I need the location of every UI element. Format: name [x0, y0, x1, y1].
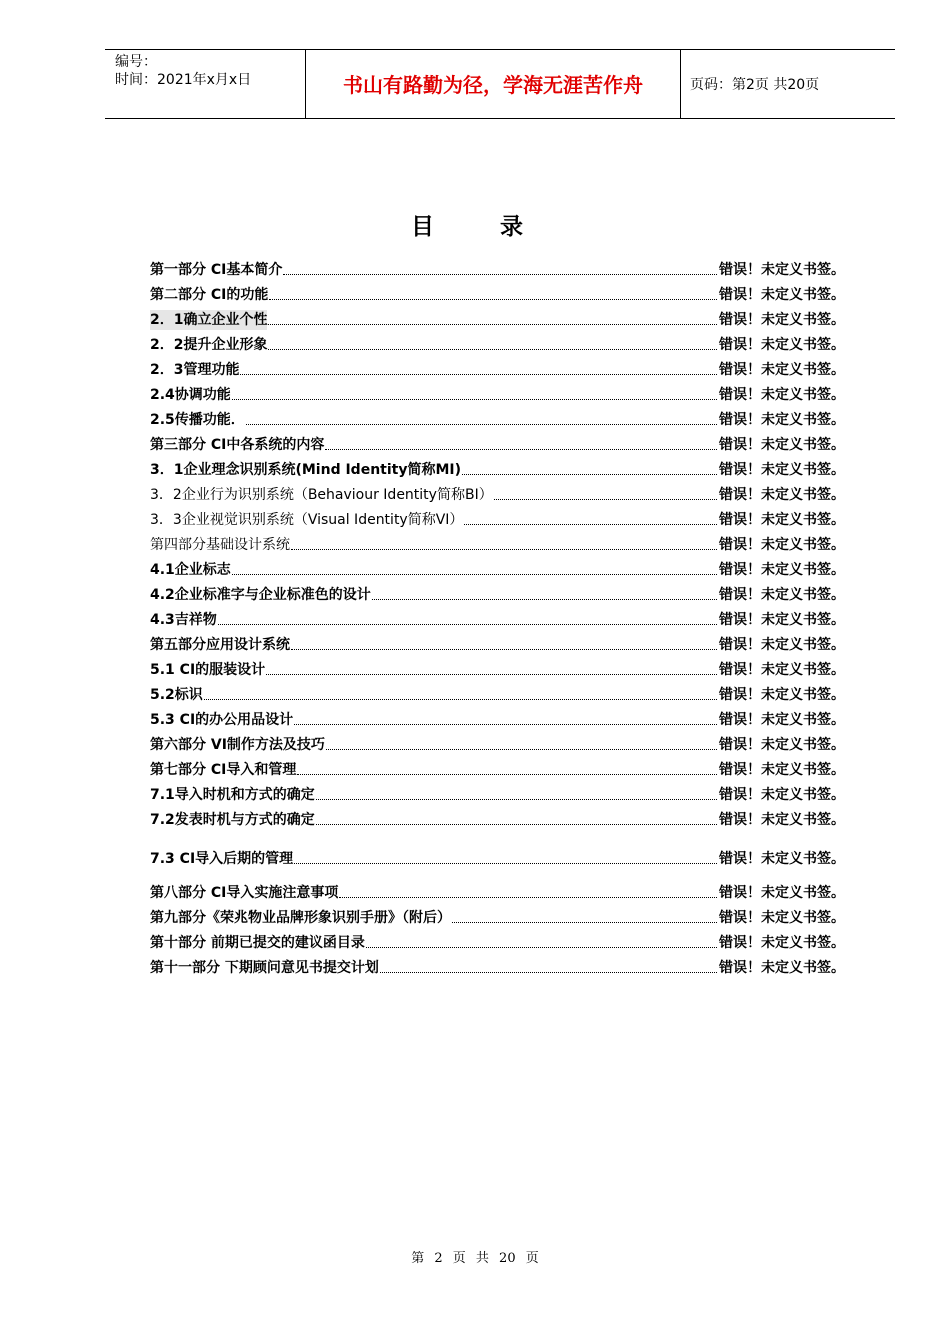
toc-title: 目录 [411, 214, 589, 240]
toc-entry-page: 错误！未定义书签。 [719, 462, 845, 478]
toc-entry-page: 错误！未定义书签。 [719, 787, 845, 803]
toc-entry[interactable] [150, 881, 845, 903]
toc-entry-page: 错误！未定义书签。 [719, 387, 845, 403]
toc-leader-dots [268, 324, 717, 325]
toc-leader-dots [325, 449, 717, 450]
toc-leader-dots [326, 749, 717, 750]
header-motto-cell [305, 50, 681, 118]
toc-entry[interactable] [150, 433, 845, 455]
toc-entry-page: 错误！未定义书签。 [719, 637, 845, 653]
toc-entry-page: 错误！未定义书签。 [719, 412, 845, 428]
toc-entry-label: 2．2提升企业形象 [150, 337, 268, 353]
toc-entry-label: 第十部分 前期已提交的建议函目录 [150, 935, 365, 951]
toc-entry-page: 错误！未定义书签。 [719, 562, 845, 578]
toc-leader-dots [266, 674, 717, 675]
toc-entry-page: 错误！未定义书签。 [719, 851, 845, 867]
toc-entry[interactable] [150, 906, 845, 928]
toc-leader-dots [452, 922, 717, 923]
toc-entry-label: 第四部分基础设计系统 [150, 537, 290, 553]
toc-entry-label: 5.3 CI的办公用品设计 [150, 712, 294, 728]
toc-entry-page: 错误！未定义书签。 [719, 812, 845, 828]
toc-leader-dots [294, 863, 717, 864]
toc-leader-dots [494, 499, 717, 500]
toc-entry-label: 5.2标识 [150, 687, 203, 703]
toc-entry-page: 错误！未定义书签。 [719, 587, 845, 603]
toc-entry-label: 5.1 CI的服装设计 [150, 662, 266, 678]
toc-entry[interactable] [150, 683, 845, 705]
toc-entry-label: 第三部分 CI中各系统的内容 [150, 437, 325, 453]
toc-entry-page: 错误！未定义书签。 [719, 262, 845, 278]
header-page-cell [680, 50, 895, 118]
toc-leader-dots [283, 274, 717, 275]
toc-entry-page: 错误！未定义书签。 [719, 960, 845, 976]
toc-leader-dots [240, 374, 717, 375]
toc-leader-dots [232, 399, 717, 400]
toc-entry[interactable] [150, 483, 845, 505]
toc-entry-label: 2.5传播功能． [150, 412, 245, 428]
toc-entry-label: 第七部分 CI导入和管理 [150, 762, 297, 778]
toc-entry-page: 错误！未定义书签。 [719, 935, 845, 951]
toc-entry-page: 错误！未定义书签。 [719, 437, 845, 453]
toc-entry-page: 错误！未定义书签。 [719, 287, 845, 303]
toc-leader-dots [372, 599, 717, 600]
toc-entry-page: 错误！未定义书签。 [719, 487, 845, 503]
toc-leader-dots [462, 474, 717, 475]
toc-entry[interactable] [150, 758, 845, 780]
toc-entry[interactable] [150, 608, 845, 630]
toc-leader-dots [291, 549, 717, 550]
toc-entry-page: 错误！未定义书签。 [719, 737, 845, 753]
toc-entry-label: 第五部分应用设计系统 [150, 637, 290, 653]
toc-leader-dots [246, 424, 717, 425]
toc-leader-dots [268, 349, 717, 350]
toc-entry[interactable] [150, 658, 845, 680]
toc-leader-dots [232, 574, 717, 575]
toc-entry-page: 错误！未定义书签。 [719, 910, 845, 926]
toc-entry[interactable] [150, 383, 845, 405]
toc-entry-label: 3．1企业理念识别系统(Mind Identity简称MI) [150, 462, 462, 478]
toc-entry[interactable] [150, 258, 845, 280]
page-header [105, 49, 895, 119]
toc-leader-dots [339, 897, 717, 898]
toc-entry-label: 第六部分 VI制作方法及技巧 [150, 737, 325, 753]
toc-entry-page: 错误！未定义书签。 [719, 712, 845, 728]
toc-leader-dots [464, 524, 717, 525]
toc-entry-label: 7.3 CI导入后期的管理 [150, 851, 294, 867]
document-number-label: 编号： [115, 54, 157, 70]
toc-entry[interactable] [150, 333, 845, 355]
toc-entry-label: 2．3管理功能 [150, 362, 240, 378]
toc-entry[interactable] [150, 847, 845, 869]
page-footer: 第 2 页 共 20 页 [411, 1251, 539, 1266]
toc-entry[interactable] [150, 931, 845, 953]
toc-entry-label: 2．1确立企业个性 [150, 312, 268, 328]
toc-entry-label: 4.2企业标准字与企业标准色的设计 [150, 587, 371, 603]
toc-entry-page: 错误！未定义书签。 [719, 612, 845, 628]
toc-leader-dots [297, 774, 717, 775]
toc-entry-label: 3．2企业行为识别系统（Behaviour Identity简称BI） [150, 487, 493, 503]
toc-entry[interactable] [150, 708, 845, 730]
toc-entry-page: 错误！未定义书签。 [719, 885, 845, 901]
toc-entry-page: 错误！未定义书签。 [719, 762, 845, 778]
toc-entry[interactable] [150, 733, 845, 755]
toc-entry[interactable] [150, 308, 845, 330]
toc-entry-page: 错误！未定义书签。 [719, 337, 845, 353]
toc-leader-dots [366, 947, 717, 948]
toc-entry-label: 第十一部分 下期顾问意见书提交计划 [150, 960, 379, 976]
toc-entry[interactable] [150, 783, 845, 805]
toc-entry-label: 4.3吉祥物 [150, 612, 217, 628]
toc-entry-label: 第八部分 CI导入实施注意事项 [150, 885, 339, 901]
toc-entry[interactable] [150, 633, 845, 655]
toc-entry-page: 错误！未定义书签。 [719, 362, 845, 378]
toc-leader-dots [204, 699, 717, 700]
toc-leader-dots [316, 824, 717, 825]
toc-leader-dots [316, 799, 717, 800]
header-info-cell [105, 50, 305, 118]
toc-entry[interactable] [150, 808, 845, 830]
toc-entry-page: 错误！未定义书签。 [719, 662, 845, 678]
toc-entry[interactable] [150, 458, 845, 480]
toc-entry-label: 2.4协调功能 [150, 387, 231, 403]
toc-entry-page: 错误！未定义书签。 [719, 687, 845, 703]
header-motto: 书山有路勤为径，学海无涯苦作舟 [343, 73, 643, 97]
toc-leader-dots [291, 649, 717, 650]
toc-entry-label: 7.1导入时机和方式的确定 [150, 787, 315, 803]
toc-entry[interactable] [150, 408, 845, 430]
toc-leader-dots [380, 972, 717, 973]
toc-entry-label: 3．3企业视觉识别系统（Visual Identity简称VI） [150, 512, 464, 528]
toc-entry-label: 第九部分《荣兆物业品牌形象识别手册》（附后） [150, 910, 451, 926]
toc-entry[interactable] [150, 283, 845, 305]
toc-entry[interactable] [150, 583, 845, 605]
toc-entry-label: 7.2发表时机与方式的确定 [150, 812, 315, 828]
toc-entry-page: 错误！未定义书签。 [719, 512, 845, 528]
toc-leader-dots [269, 299, 717, 300]
toc-entry-label: 4.1企业标志 [150, 562, 231, 578]
toc-leader-dots [218, 624, 717, 625]
toc-entry-label: 第二部分 CI的功能 [150, 287, 269, 303]
toc-entry[interactable] [150, 533, 845, 555]
toc-entry[interactable] [150, 956, 845, 978]
toc-entry-label: 第一部分 CI基本简介 [150, 262, 283, 278]
toc-entry[interactable] [150, 358, 845, 380]
document-time-label: 时间：2021年x月x日 [115, 72, 252, 88]
header-page-number: 页码：第2页 共20页 [690, 77, 820, 93]
toc-entry[interactable] [150, 558, 845, 580]
toc-entry-page: 错误！未定义书签。 [719, 312, 845, 328]
toc-entry[interactable] [150, 508, 845, 530]
toc-leader-dots [294, 724, 717, 725]
toc-entry-page: 错误！未定义书签。 [719, 537, 845, 553]
